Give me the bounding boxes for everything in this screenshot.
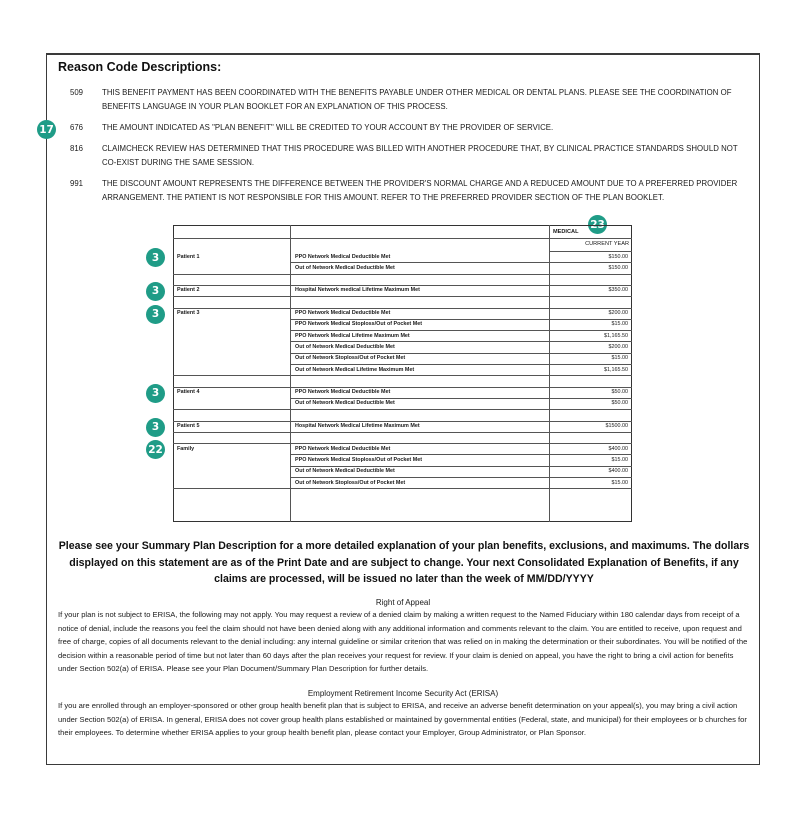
- table-row-amount: $150.00: [608, 253, 628, 260]
- reason-description: THIS BENEFIT PAYMENT HAS BEEN COORDINATED WITH THE BENEFITS PAYABLE UNDER OTHER MEDICAL OR DENTAL PLANS. PLEASE SEE THE COORDINATION OF BENEFITS LANGUAGE IN YOUR PLAN BOOKLET FOR AN EXPLANATION OF THIS PROCESS.: [102, 88, 732, 111]
- table-row-description: PPO Network Medical Deductible Met: [295, 389, 391, 396]
- erisa-title: Employment Retirement Income Security Act (ERISA): [307, 689, 499, 698]
- table-row-description: PPO Network Medical Deductible Met: [295, 445, 391, 452]
- table-row-amount: $1500.00: [605, 423, 628, 429]
- right-of-appeal-title: Right of Appeal: [375, 598, 431, 607]
- table-row-amount: $50.00: [611, 389, 628, 396]
- table-row-amount: $15.00: [611, 456, 628, 463]
- callout-badge-22: 22: [146, 440, 165, 459]
- patient-label: Family: [177, 445, 195, 452]
- table-row-description: Out of Network Medical Deductible Met: [295, 264, 395, 271]
- table-row-description: Out of Network Medical Deductible Met: [295, 468, 395, 475]
- table-row-amount: $200.00: [608, 310, 628, 316]
- table-rule: [173, 296, 632, 297]
- table-row-amount: $1,165.50: [604, 366, 628, 373]
- reason-code: 509: [70, 88, 84, 97]
- table-rule: [173, 274, 632, 275]
- right-of-appeal-body: If your plan is not subject to ERISA, the following may not apply. You may request a review of a denied claim by making a written request to the Named Fiduciary within 180 calendar days from receipt of a notice of denial, include the reasons you feel the claim should not have been denied along with any additional information and comments relevant to the claim. You are entitled to receive, upon request and free of charge, copies of all documents relevant to the denial including: any internal guideline or similar criterion that was relied on in making the determination or their subordinates. You will be notified of the decision within a reasonable period of time but not later than 60 days after the plan receives your request for review. If your claim is denied on appeal, you have the right to bring a civil action for benefits under Section 502(a) of ERISA. Please see your Plan Document/Summary Plan Description for further details.: [58, 610, 748, 673]
- table-row-description: Hospital Network Medical Lifetime Maximum Met: [295, 423, 420, 429]
- table-row-description: PPO Network Medical Deductible Met: [295, 253, 391, 260]
- table-rule: [173, 432, 632, 433]
- callout-badge-3: 3: [146, 282, 165, 301]
- reason-description: THE DISCOUNT AMOUNT REPRESENTS THE DIFFERENCE BETWEEN THE PROVIDER'S NORMAL CHARGE AND A REDUCED AMOUNT DUE TO A PREFERRED PROVIDER ARRANGEMENT. THE PATIENT IS NOT RESPONSIBLE FOR THIS AMOUNT. REFER TO THE PREFERRED PROVIDER SECTION OF THE PLAN BOOKLET.: [102, 179, 738, 202]
- table-row-amount: $15.00: [611, 321, 628, 328]
- table-row-description: Out of Network Medical Deductible Met: [295, 343, 395, 350]
- reason-code: 991: [70, 179, 84, 188]
- summary-plan-notice: Please see your Summary Plan Description for a more detailed explanation of your plan benefits, exclusions, and maximums. The dollars displayed on this statement are as of the Print Date and are subject to change. Your next Consolidated Explanation of Benefits, if any claims are processed, will be issued no later than the week of MM/DD/YYYY: [58, 540, 750, 585]
- table-rule: [173, 488, 632, 489]
- current-year-column-header: CURRENT YEAR: [585, 241, 629, 247]
- callout-badge-23: 23: [588, 215, 607, 234]
- table-row-amount: $1,165.50: [604, 332, 628, 339]
- reason-description: CLAIMCHECK REVIEW HAS DETERMINED THAT THIS PROCEDURE WAS BILLED WITH ANOTHER PROCEDURE THAT, BY CLINICAL PRACTICE STANDARDS SHOULD NOT CO-EXIST DURING THE SAME SESSION.: [102, 144, 738, 167]
- table-row-amount: $15.00: [611, 355, 628, 362]
- patient-label: Patient 4: [177, 389, 200, 396]
- table-rule: [173, 238, 632, 239]
- callout-badge-3: 3: [146, 248, 165, 267]
- table-row-description: Out of Network Medical Lifetime Maximum Met: [295, 366, 415, 373]
- table-row-description: Out of Network Stoploss/Out of Pocket Met: [295, 355, 406, 362]
- callout-badge-17: 17: [37, 120, 56, 139]
- table-row-description: PPO Network Medical Deductible Met: [295, 310, 391, 316]
- reason-codes-heading: Reason Code Descriptions:: [58, 60, 222, 74]
- patient-label: Patient 1: [177, 253, 200, 260]
- table-row-description: Out of Network Medical Deductible Met: [295, 400, 395, 407]
- table-row-amount: $350.00: [608, 287, 628, 294]
- erisa-body: If you are enrolled through an employer-sponsored or other group health benefit plan that is subject to ERISA, and receive an adverse benefit determination on your appeal(s), you may bring a civil action under Section 502(a) of ERISA. In general, ERISA does not cover group health plans established or maintained by governmental entities (Federal, state, and municipal) for their employees or b churches for their employees. To determine whether ERISA applies to your group health benefit plan, please contact your Employer, Group Administrator, or Plan Sponsor.: [58, 701, 747, 737]
- table-row-amount: $15.00: [611, 479, 628, 486]
- table-row-amount: $150.00: [608, 264, 628, 271]
- table-rule: [173, 375, 632, 376]
- callout-badge-3: 3: [146, 418, 165, 437]
- table-row-description: PPO Network Medical Stoploss/Out of Pocket Met: [295, 321, 423, 328]
- callout-badge-3: 3: [146, 384, 165, 403]
- table-row-amount: $200.00: [608, 343, 628, 350]
- table-row-amount: $400.00: [608, 468, 628, 475]
- patient-label: Patient 5: [177, 423, 200, 429]
- table-row-description: PPO Network Medical Stoploss/Out of Pocket Met: [295, 456, 423, 463]
- patient-label: Patient 3: [177, 310, 200, 316]
- table-row-amount: $400.00: [608, 445, 628, 452]
- table-rule: [173, 409, 632, 410]
- reason-code: 676: [70, 123, 84, 132]
- table-row-description: Out of Network Stoploss/Out of Pocket Met: [295, 479, 406, 486]
- callout-badge-3: 3: [146, 305, 165, 324]
- reason-code: 816: [70, 144, 84, 153]
- medical-column-header: MEDICAL: [553, 229, 579, 235]
- patient-label: Patient 2: [177, 287, 200, 294]
- table-row-amount: $50.00: [611, 400, 628, 407]
- table-row-description: Hospital Network medical Lifetime Maximum Met: [295, 287, 420, 294]
- table-row-description: PPO Network Medical Lifetime Maximum Met: [295, 332, 410, 339]
- reason-description: THE AMOUNT INDICATED AS "PLAN BENEFIT" WILL BE CREDITED TO YOUR ACCOUNT BY THE PROVIDER OF SERVICE.: [102, 123, 554, 132]
